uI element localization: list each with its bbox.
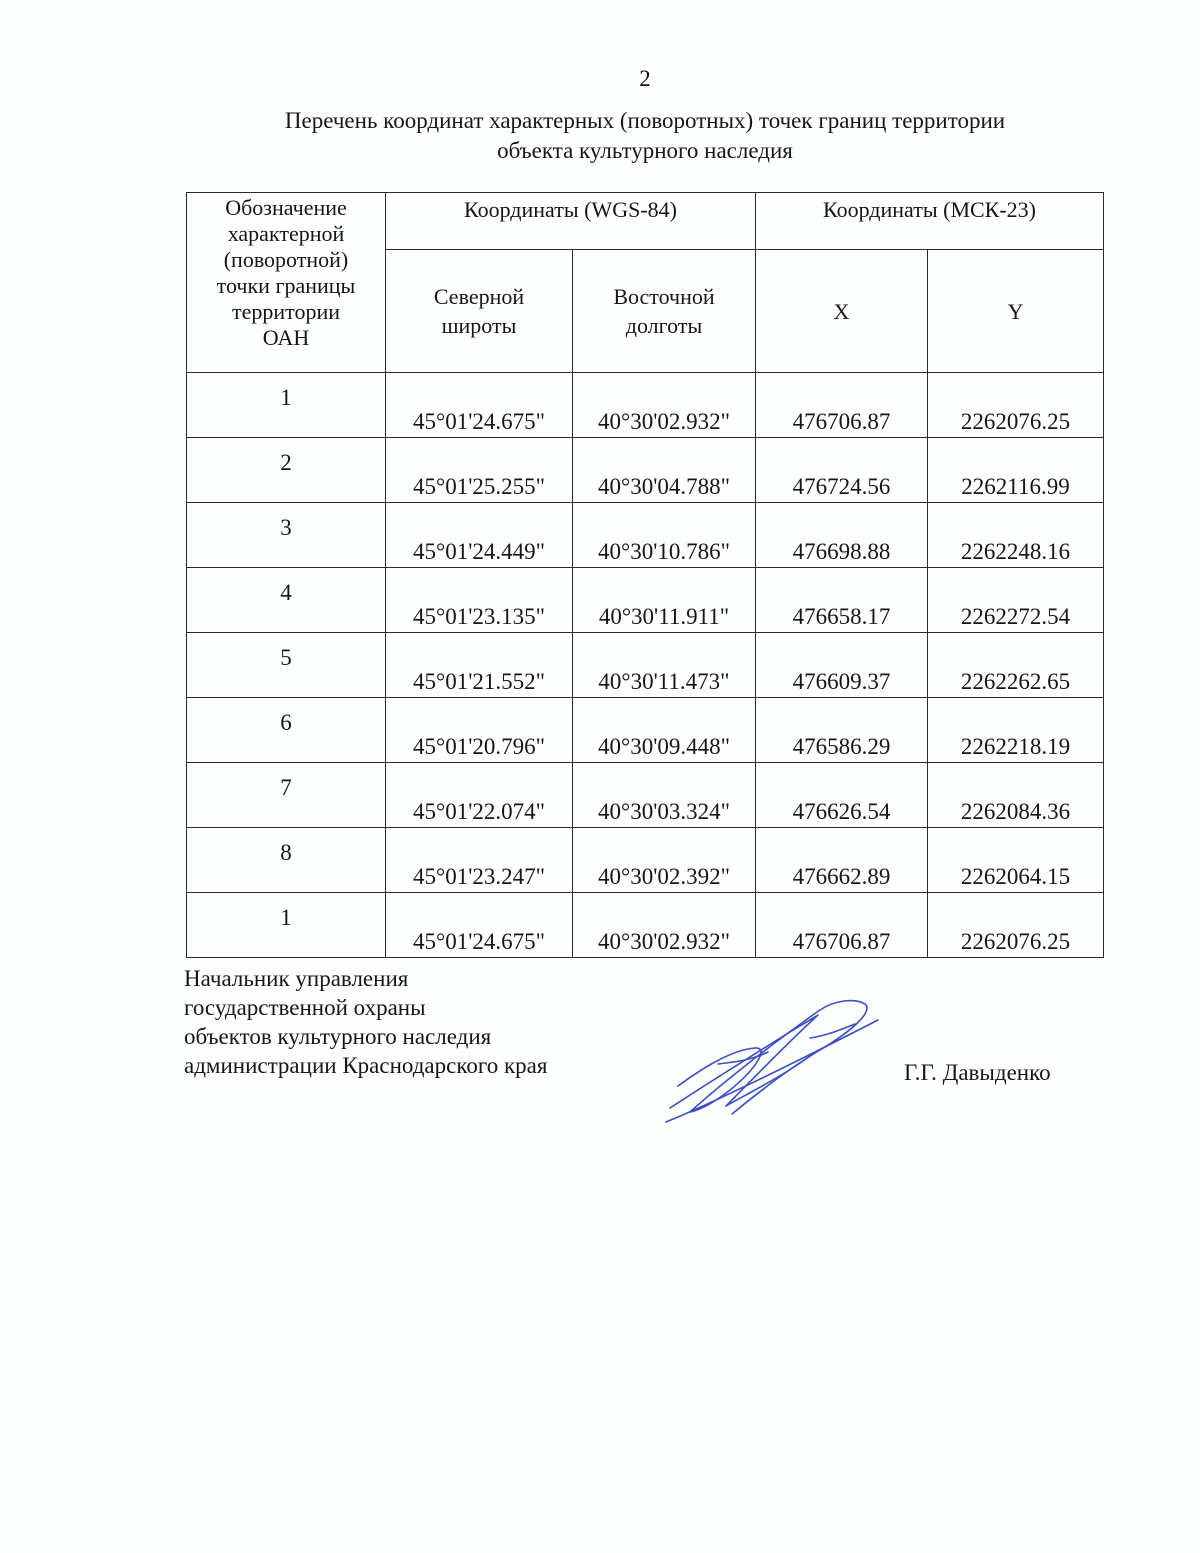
table-row (187, 763, 1104, 828)
cell-x: 476698.88 (756, 503, 928, 568)
position-line: администрации Краснодарского края (184, 1053, 548, 1078)
signatory-position (184, 964, 547, 1080)
cell-x: 476662.89 (756, 828, 928, 893)
cell-x: 476626.54 (756, 763, 928, 828)
cell-point: 6 (187, 698, 386, 763)
cell-y: 2262076.25 (928, 373, 1104, 438)
cell-point: 3 (187, 503, 386, 568)
position-line: государственной охраны (184, 995, 426, 1020)
cell-latitude: 45°01'24.675" (386, 373, 573, 438)
cell-point: 8 (187, 828, 386, 893)
table-row (187, 893, 1104, 958)
cell-y: 2262116.99 (928, 438, 1104, 503)
cell-point: 4 (187, 568, 386, 633)
signer-name: Г.Г. Давыденко (904, 1060, 1051, 1085)
cell-x: 476609.37 (756, 633, 928, 698)
cell-longitude: 40°30'04.788" (573, 438, 756, 503)
header-x: X (756, 250, 928, 373)
cell-point: 7 (187, 763, 386, 828)
cell-point: 1 (187, 373, 386, 438)
table-row (187, 503, 1104, 568)
cell-point: 1 (187, 893, 386, 958)
cell-latitude: 45°01'25.255" (386, 438, 573, 503)
cell-x: 476724.56 (756, 438, 928, 503)
cell-longitude: 40°30'10.786" (573, 503, 756, 568)
position-line: объектов культурного наследия (184, 1024, 492, 1049)
cell-y: 2262076.25 (928, 893, 1104, 958)
table-row (187, 633, 1104, 698)
cell-y: 2262218.19 (928, 698, 1104, 763)
cell-longitude: 40°30'11.911" (573, 568, 756, 633)
position-line: Начальник управления (184, 966, 409, 991)
cell-latitude: 45°01'24.675" (386, 893, 573, 958)
header-msk23: Координаты (МСК-23) (756, 193, 1104, 250)
handwritten-signature (660, 990, 890, 1130)
cell-longitude: 40°30'11.473" (573, 633, 756, 698)
cell-latitude: 45°01'24.449" (386, 503, 573, 568)
table-row (187, 438, 1104, 503)
table-row (187, 828, 1104, 893)
header-y: Y (928, 250, 1104, 373)
cell-y: 2262084.36 (928, 763, 1104, 828)
header-latitude: Северной широты (386, 250, 573, 373)
cell-longitude: 40°30'09.448" (573, 698, 756, 763)
cell-latitude: 45°01'20.796" (386, 698, 573, 763)
header-wgs84: Координаты (WGS-84) (386, 193, 756, 250)
page-number: 2 (639, 66, 651, 91)
cell-x: 476706.87 (756, 893, 928, 958)
table-row (187, 698, 1104, 763)
cell-y: 2262248.16 (928, 503, 1104, 568)
cell-latitude: 45°01'22.074" (386, 763, 573, 828)
cell-longitude: 40°30'02.932" (573, 893, 756, 958)
cell-y: 2262064.15 (928, 828, 1104, 893)
table-row (187, 373, 1104, 438)
cell-x: 476706.87 (756, 373, 928, 438)
cell-latitude: 45°01'23.135" (386, 568, 573, 633)
title-line-1: Перечень координат характерных (поворотных) точек границ территории (284, 108, 1006, 133)
cell-point: 2 (187, 438, 386, 503)
cell-latitude: 45°01'21.552" (386, 633, 573, 698)
coordinates-table (186, 192, 1104, 958)
cell-longitude: 40°30'02.932" (573, 373, 756, 438)
cell-y: 2262272.54 (928, 568, 1104, 633)
cell-x: 476586.29 (756, 698, 928, 763)
cell-latitude: 45°01'23.247" (386, 828, 573, 893)
header-longitude: Восточной долготы (573, 250, 756, 373)
cell-y: 2262262.65 (928, 633, 1104, 698)
title-line-2: объекта культурного наследия (497, 138, 793, 163)
cell-longitude: 40°30'03.324" (573, 763, 756, 828)
cell-point: 5 (187, 633, 386, 698)
table-row (187, 568, 1104, 633)
cell-x: 476658.17 (756, 568, 928, 633)
header-point-designation: Обозначение характерной (поворотной) точки границы территории ОАН (187, 193, 386, 373)
document-title (190, 106, 1100, 166)
cell-longitude: 40°30'02.392" (573, 828, 756, 893)
